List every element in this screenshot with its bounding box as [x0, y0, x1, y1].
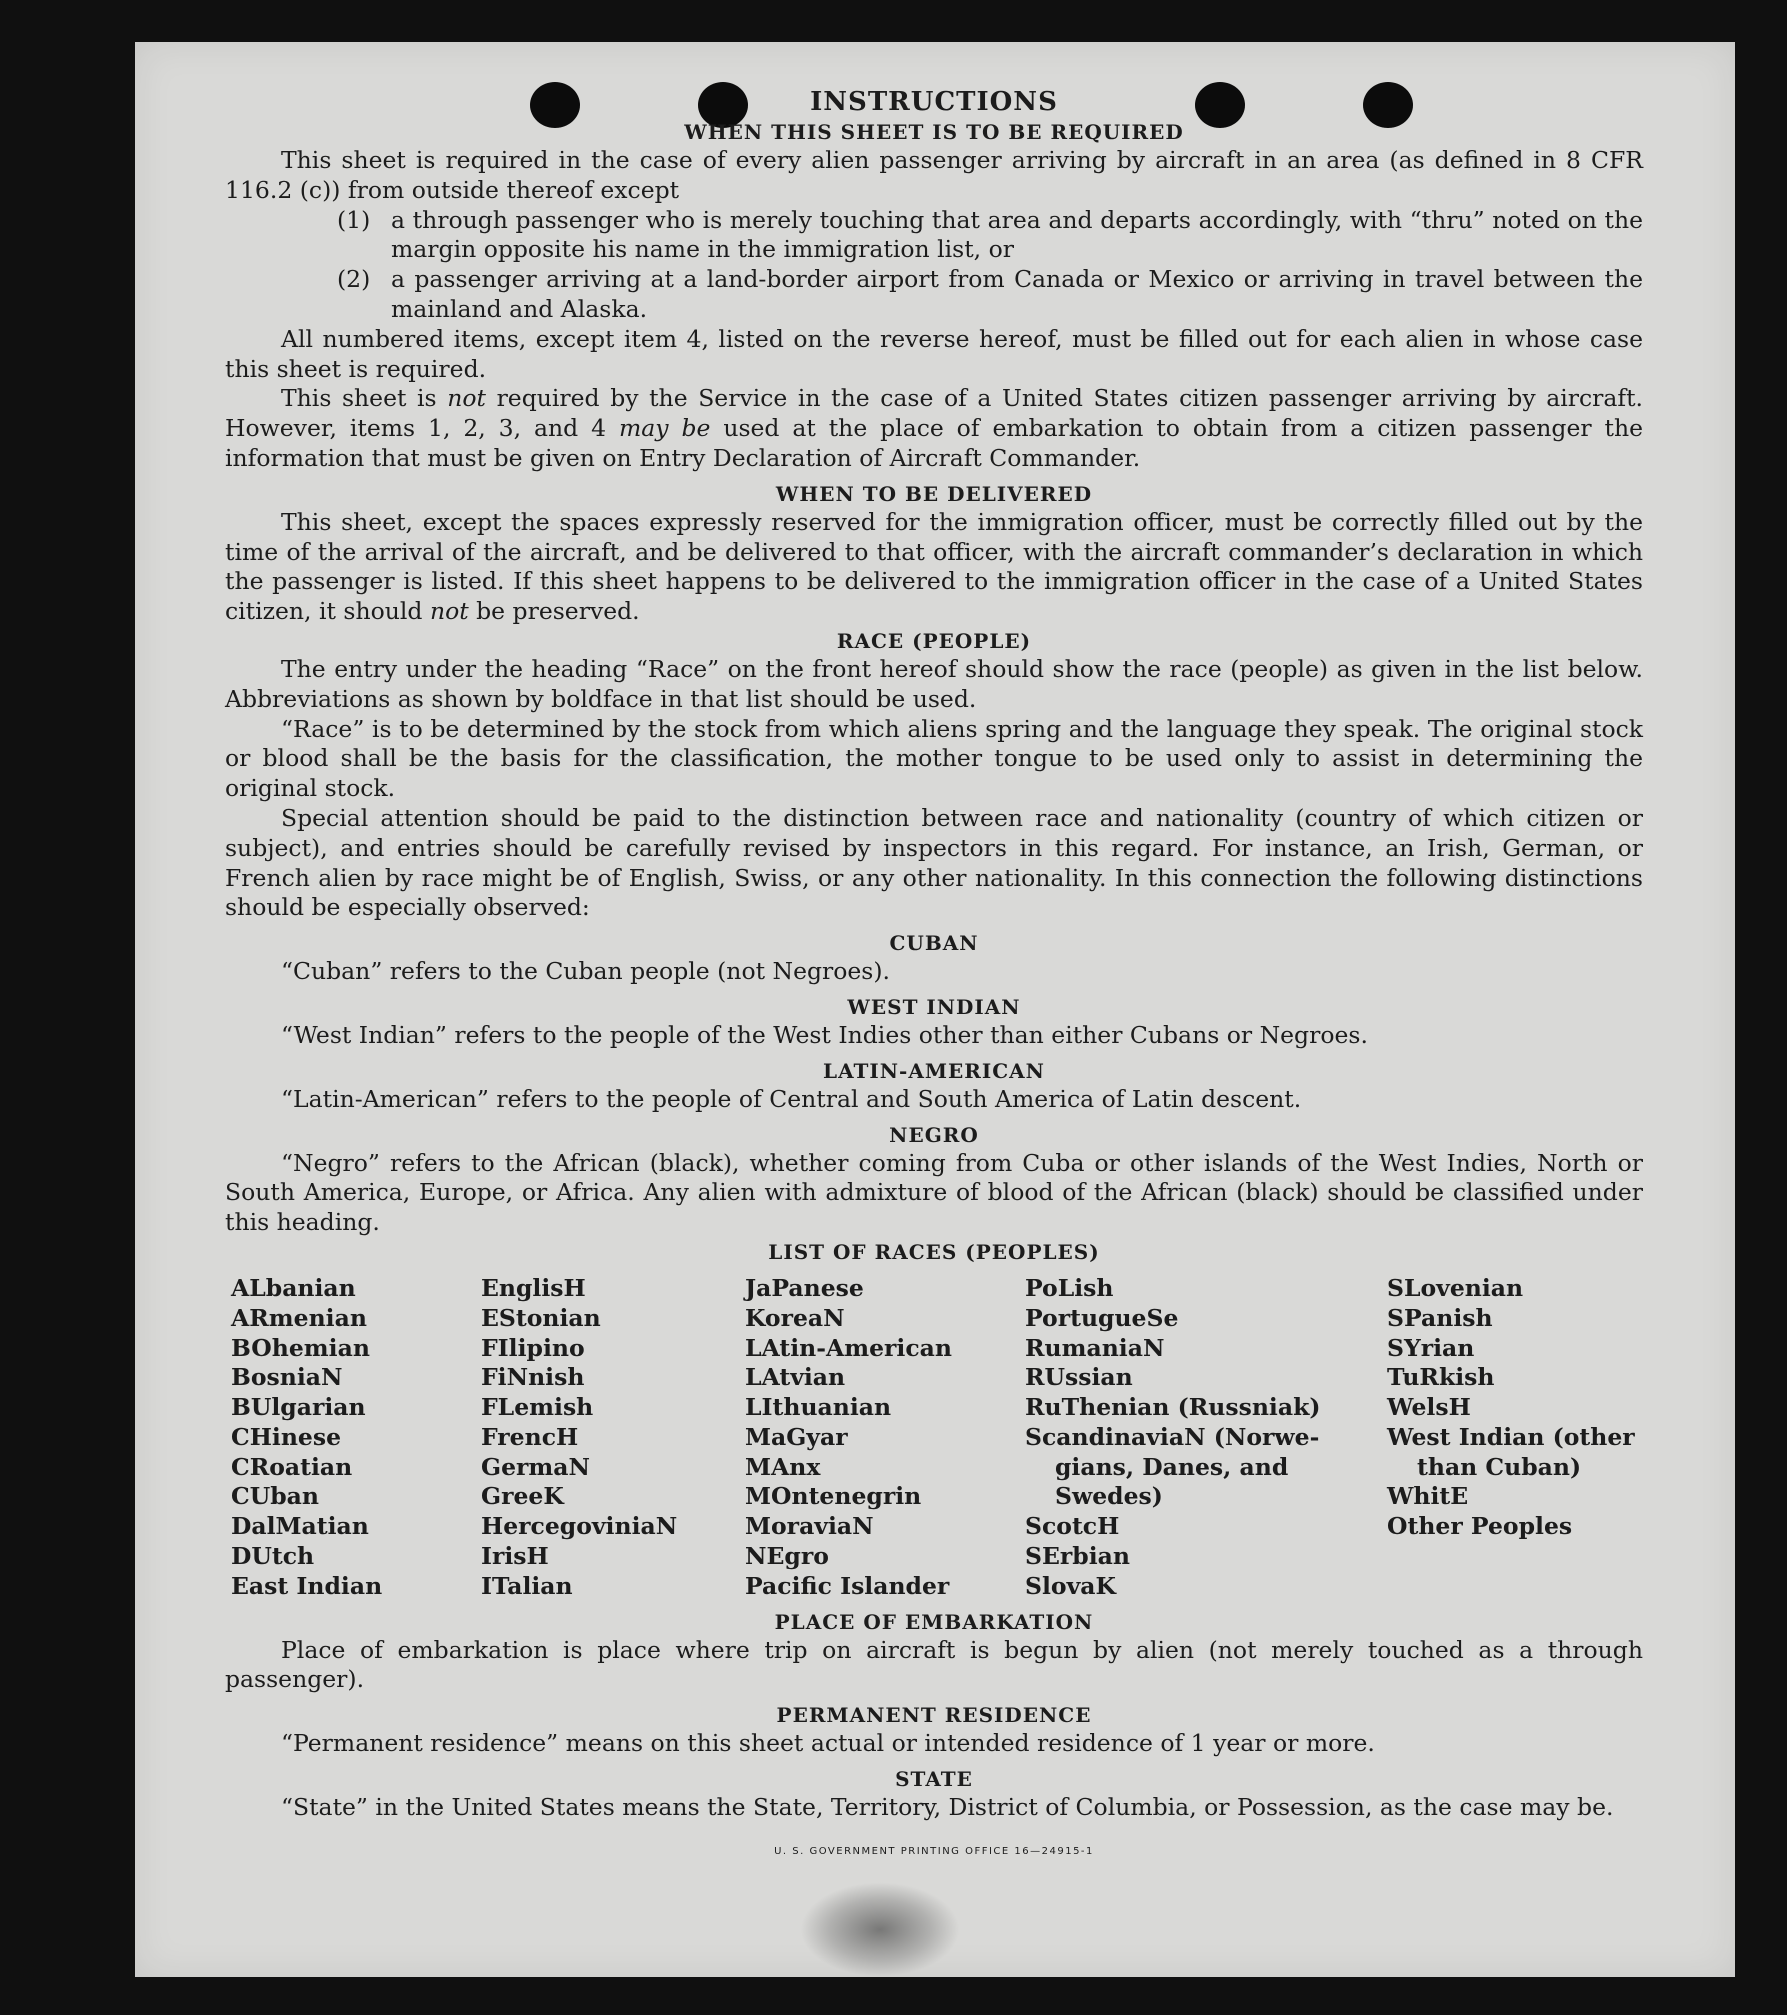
race-entry: RUssian	[1025, 1363, 1133, 1392]
race-entry: SLovenian	[1387, 1273, 1524, 1302]
races-column-5	[1387, 1274, 1643, 1602]
race-entry: EnglisH	[481, 1273, 586, 1302]
race-entry: MAnx	[745, 1452, 821, 1481]
race-entry: Swedes)	[1055, 1482, 1163, 1511]
heading-when-delivered: WHEN TO BE DELIVERED	[775, 481, 1093, 506]
latin-american-paragraph: “Latin-American” refers to the people of Central and South America of Latin descent.	[281, 1084, 1302, 1113]
heading-race: RACE (PEOPLE)	[836, 628, 1032, 653]
race-entry: HercegoviniaN	[481, 1512, 678, 1541]
race-entry: PortugueSe	[1025, 1303, 1179, 1332]
place-of-embarkation-paragraph: Place of embarkation is place where trip on aircraft is begun by alien (not merely touched as a through passenger).	[225, 1635, 1643, 1694]
heading-list-of-races: LIST OF RACES (PEOPLES)	[768, 1239, 1100, 1264]
race-entry: LAtvian	[745, 1363, 846, 1392]
west-indian-paragraph: “West Indian” refers to the people of the West Indies other than either Cubans or Negroes.	[281, 1020, 1368, 1049]
race-entry: SlovaK	[1025, 1571, 1116, 1600]
race-entry: FLemish	[481, 1393, 594, 1422]
negro-paragraph: “Negro” refers to the African (black), whether coming from Cuba or other islands of the West Indies, North or South America, Europe, or Africa. Any alien with admixture of blood of the African (black) should be classified under this heading.	[225, 1148, 1643, 1237]
races-column-4	[1025, 1274, 1387, 1602]
when-required-intro: This sheet is required in the case of every alien passenger arriving by aircraft in an area (as defined in 8 CFR 116.2 (c)) from outside thereof except	[225, 146, 1643, 204]
race-entry: CHinese	[231, 1422, 342, 1451]
heading-place-of-embarkation: PLACE OF EMBARKATION	[774, 1609, 1094, 1634]
race-paragraph-1: The entry under the heading “Race” on the front hereof should show the race (people) as given in the list below. Abbreviations as shown by boldface in that list should be used.	[225, 654, 1643, 713]
race-entry: EStonian	[481, 1303, 601, 1332]
item-number: (1)	[337, 205, 371, 234]
race-entry: ScotcH	[1025, 1512, 1120, 1541]
race-entry: RuThenian (Russniak)	[1025, 1393, 1321, 1422]
races-column-2	[481, 1274, 745, 1602]
race-entry: DalMatian	[231, 1512, 369, 1541]
race-entry: East Indian	[231, 1571, 383, 1600]
race-entry: ALbanian	[231, 1273, 356, 1302]
citizen-paragraph: This sheet is not required by the Service in the case of a United States citizen passenger arriving by aircraft. However, items 1, 2, 3, and 4 may be used at the place of embarkation to obtain from a citizen passenger the information that must be given on Entry Declaration of Aircraft Commander.	[225, 384, 1644, 472]
race-entry: Pacific Islander	[745, 1571, 950, 1600]
race-entry: SErbian	[1025, 1542, 1130, 1571]
heading-negro: NEGRO	[889, 1122, 979, 1147]
ink-smudge	[800, 1882, 960, 1977]
race-entry: LAtin-American	[745, 1333, 952, 1362]
state-paragraph: “State” in the United States means the State, Territory, District of Columbia, or Possession, as the case may be.	[281, 1793, 1614, 1822]
heading-west-indian: WEST INDIAN	[847, 994, 1021, 1019]
race-entry: TuRkish	[1387, 1363, 1495, 1392]
document-sheet	[135, 42, 1735, 1977]
numbered-items-paragraph: All numbered items, except item 4, listed on the reverse hereof, must be filled out for each alien in whose case this sheet is required.	[225, 324, 1643, 383]
race-entry: NEgro	[745, 1542, 829, 1571]
race-entry: West Indian (other	[1387, 1422, 1635, 1451]
race-entry: ARmenian	[231, 1303, 367, 1332]
race-entry: RumaniaN	[1025, 1333, 1165, 1362]
race-entry: KoreaN	[745, 1303, 845, 1332]
exception-item-1	[225, 206, 1643, 266]
race-entry: FIlipino	[481, 1333, 585, 1362]
item-number: (2)	[337, 265, 371, 294]
race-entry: ScandinaviaN (Norwe-	[1025, 1422, 1320, 1451]
races-column-1	[231, 1274, 481, 1602]
race-entry: GermaN	[481, 1452, 590, 1481]
race-paragraph-3: Special attention should be paid to the distinction between race and nationality (country of which citizen or subject), and entries should be carefully revised by inspectors in this regard. For instance, an Irish, German, or French alien by race might be of English, Swiss, or any other nationality. In this connection the following distinctions should be especially observed:	[225, 803, 1643, 922]
document-content	[225, 86, 1643, 1867]
permanent-residence-paragraph: “Permanent residence” means on this sheet actual or intended residence of 1 year or more.	[281, 1729, 1375, 1758]
race-paragraph-2: “Race” is to be determined by the stock from which aliens spring and the language they speak. The original stock or blood shall be the basis for the classification, the mother tongue to be used only to assist in determining the original stock.	[225, 714, 1643, 803]
race-entry: BOhemian	[231, 1333, 370, 1362]
race-entry: MaGyar	[745, 1422, 848, 1451]
heading-when-required: WHEN THIS SHEET IS TO BE REQUIRED	[684, 120, 1184, 144]
race-entry: IrisH	[481, 1542, 549, 1571]
item-text: a passenger arriving at a land-border airport from Canada or Mexico or arriving in travel between the mainland and Alaska.	[391, 265, 1643, 323]
race-entry: ITalian	[481, 1571, 573, 1600]
item-text: a through passenger who is merely touching that area and departs accordingly, with “thru” noted on the margin opposite his name in the immigration list, or	[391, 205, 1643, 264]
race-entry: FiNnish	[481, 1363, 585, 1392]
page-title: INSTRUCTIONS	[810, 87, 1058, 117]
race-entry: SPanish	[1387, 1303, 1493, 1332]
race-entry: WelsH	[1387, 1393, 1471, 1422]
heading-state: STATE	[895, 1767, 973, 1792]
race-entry: WhitE	[1387, 1482, 1469, 1511]
heading-cuban: CUBAN	[889, 931, 979, 956]
race-entry: MOntenegrin	[745, 1482, 922, 1511]
heading-permanent-residence: PERMANENT RESIDENCE	[776, 1703, 1092, 1728]
race-entry: gians, Danes, and	[1055, 1452, 1289, 1481]
race-entry: PoLish	[1025, 1273, 1114, 1302]
exception-item-2	[225, 265, 1643, 325]
race-entry: MoraviaN	[745, 1512, 874, 1541]
race-entry: JaPanese	[745, 1273, 864, 1302]
cuban-paragraph: “Cuban” refers to the Cuban people (not Negroes).	[281, 957, 891, 986]
printer-imprint: U. S. GOVERNMENT PRINTING OFFICE 16—24915-1	[774, 1845, 1094, 1857]
race-entry: SYrian	[1387, 1333, 1475, 1362]
races-column-3	[745, 1274, 1025, 1602]
race-entry: CUban	[231, 1482, 319, 1511]
race-entry: CRoatian	[231, 1452, 353, 1481]
race-entry: LIthuanian	[745, 1393, 892, 1422]
race-entry: BUlgarian	[231, 1393, 366, 1422]
heading-latin-american: LATIN-AMERICAN	[823, 1058, 1045, 1083]
race-entry: GreeK	[481, 1482, 564, 1511]
race-entry: than Cuban)	[1417, 1452, 1582, 1481]
race-entry: FrencH	[481, 1422, 579, 1451]
race-entry: DUtch	[231, 1542, 315, 1571]
when-delivered-paragraph: This sheet, except the spaces expressly reserved for the immigration officer, must be correctly filled out by the time of the arrival of the aircraft, and be delivered to that officer, with the aircraft commander’s declaration in which the passenger is listed. If this sheet happens to be delivered to the immigration officer in the case of a United States citizen, it should not be preserved.	[225, 507, 1643, 626]
race-entry: Other Peoples	[1387, 1512, 1573, 1541]
race-entry: BosniaN	[231, 1363, 343, 1392]
races-list	[225, 1274, 1643, 1602]
